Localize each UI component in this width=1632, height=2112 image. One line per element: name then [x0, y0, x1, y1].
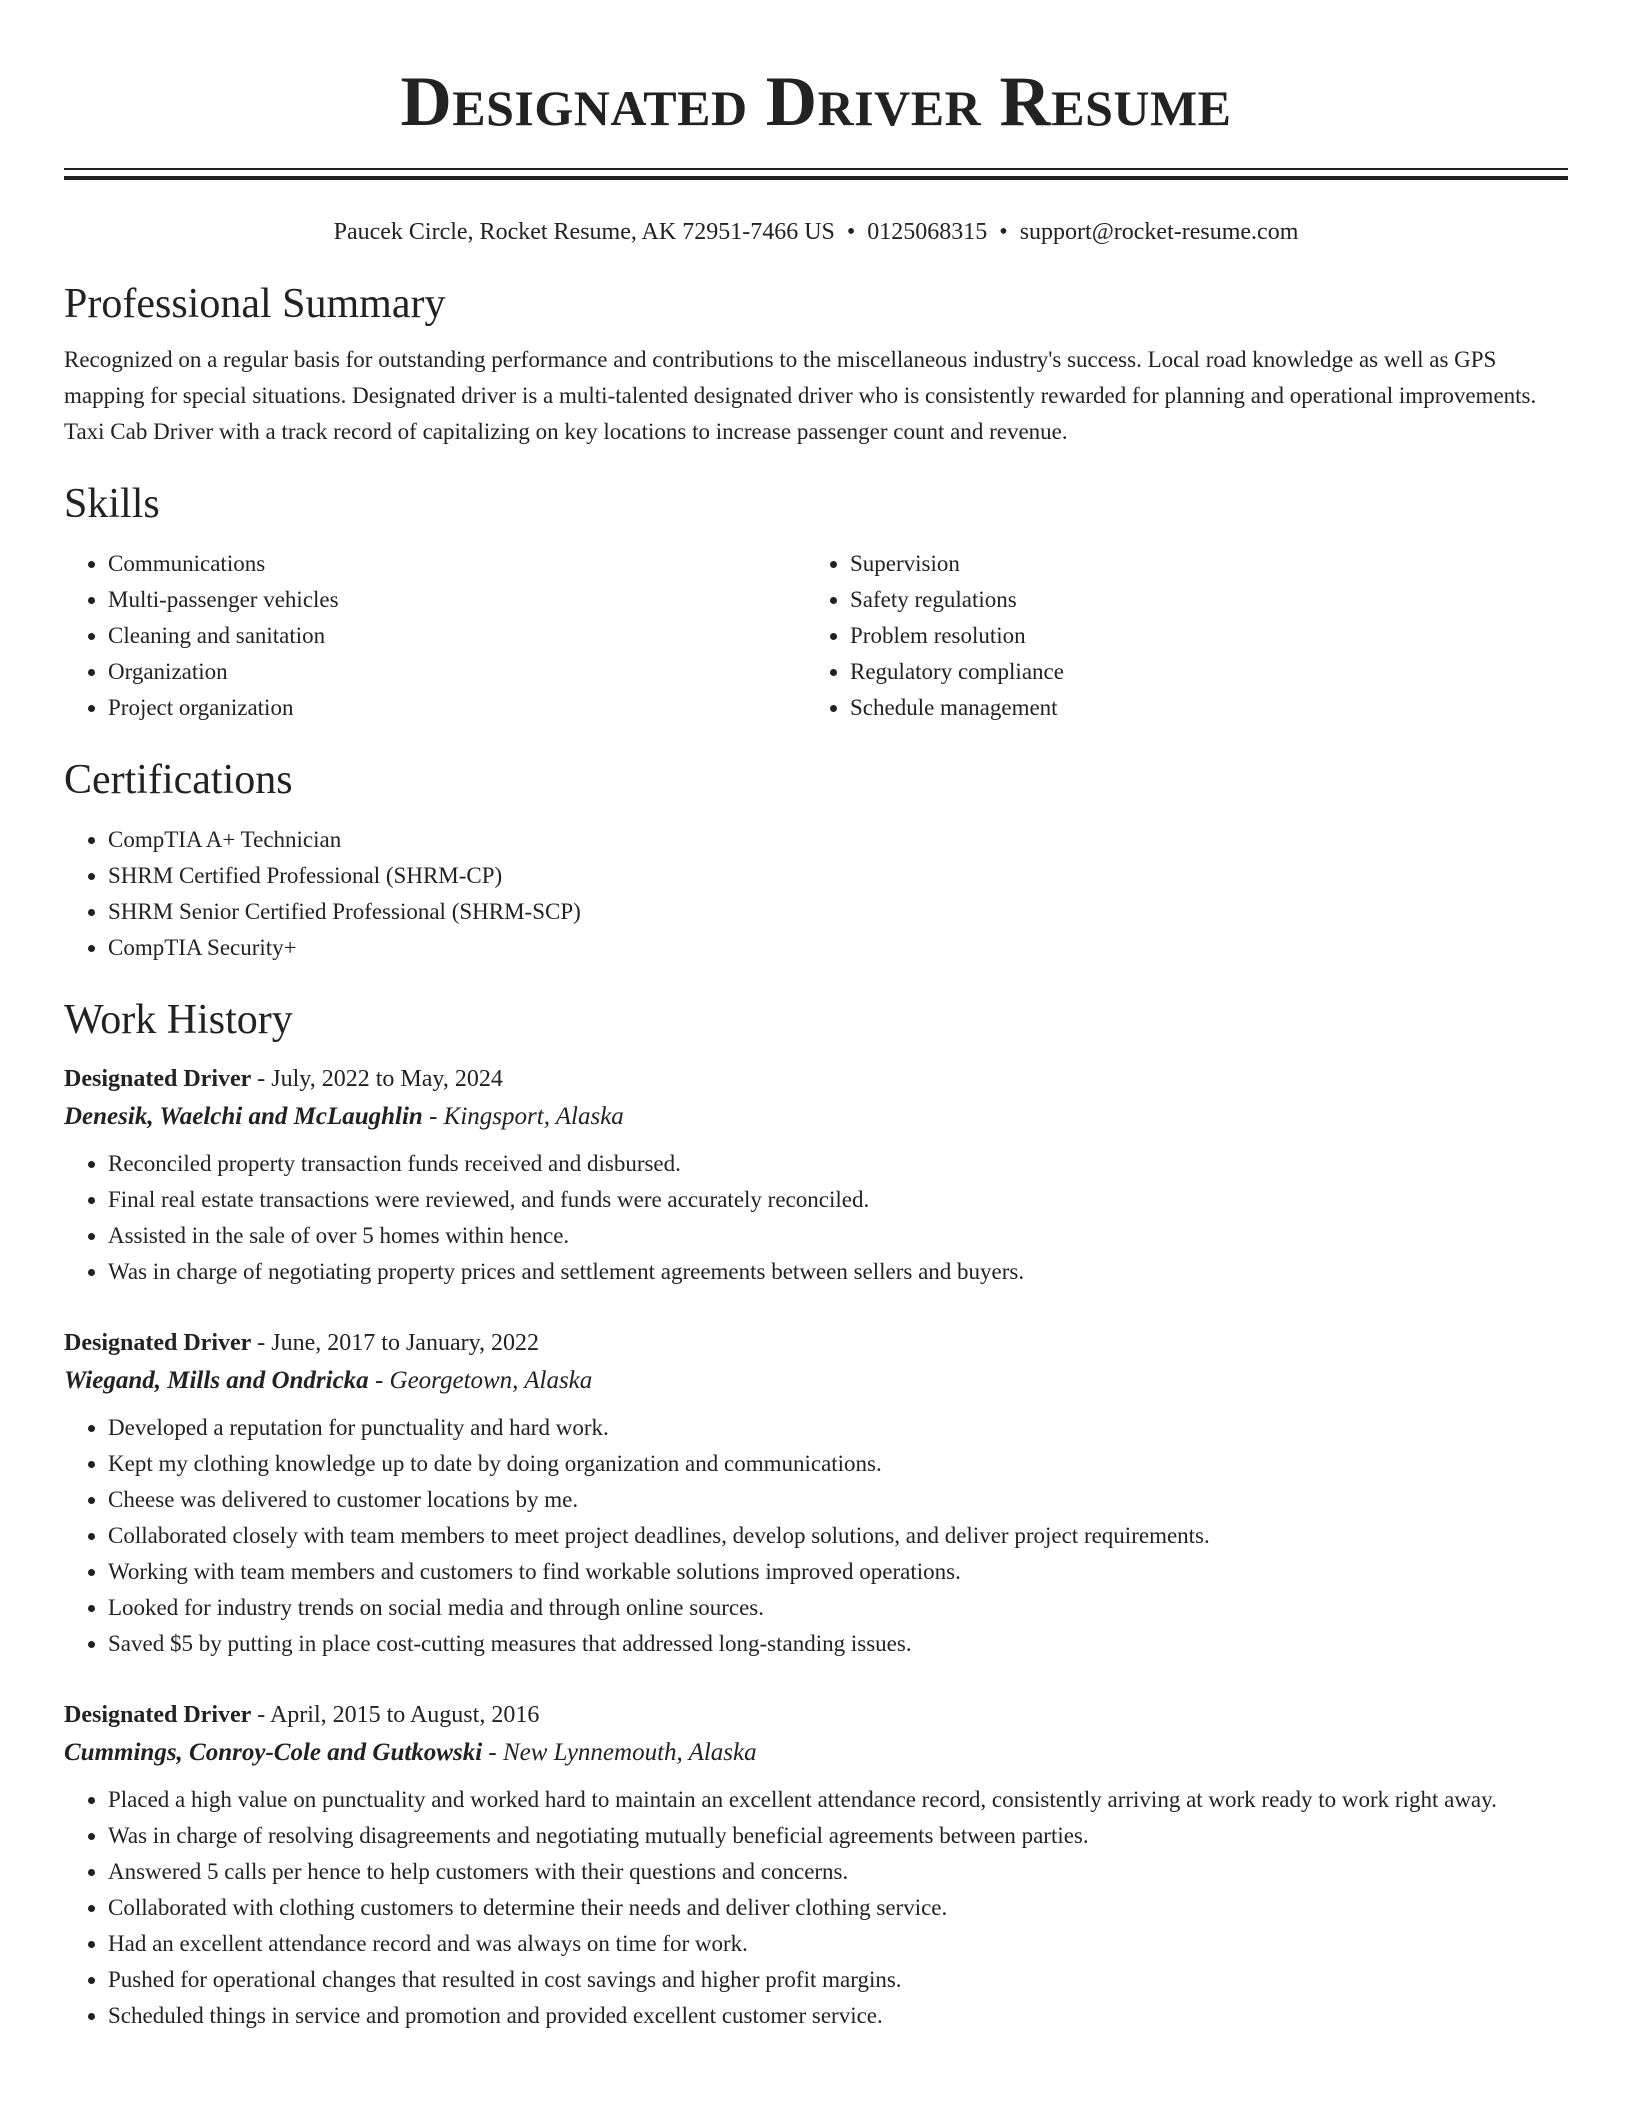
job-bullets [64, 1782, 1568, 2034]
job-dates: April, 2015 to August, 2016 [269, 1702, 540, 1728]
job-company-line: Wiegand, Mills and Ondricka - Georgetown, Alaska [64, 1367, 593, 1394]
skill-item: • Regulatory compliance [850, 654, 1548, 690]
job-bullet: • Reconciled property transaction funds received and disbursed. [108, 1146, 1568, 1182]
job-bullet: • Final real estate transactions were reviewed, and funds were accurately reconciled. [108, 1182, 1568, 1218]
job-title-line: Designated Driver - April, 2015 to August, 2016 [64, 1702, 540, 1728]
contact-address: Paucek Circle, Rocket Resume, AK 72951-7466 US [333, 219, 835, 245]
job-bullet: • Kept my clothing knowledge up to date by doing organization and communications. [108, 1446, 1568, 1482]
job-company-line: Cummings, Conroy-Cole and Gutkowski - New Lynnemouth, Alaska [64, 1739, 757, 1766]
contact-phone: 0125068315 [867, 219, 988, 245]
resume-title: Designated Driver Resume [400, 63, 1232, 141]
job-bullet: • Cheese was delivered to customer locations by me. [108, 1482, 1568, 1518]
certifications-list [64, 822, 1568, 966]
skill-item: • Project organization [108, 690, 806, 726]
job-company: Cummings, Conroy-Cole and Gutkowski [64, 1739, 483, 1766]
skills-columns [64, 546, 1568, 726]
job-dates: June, 2017 to January, 2022 [271, 1330, 540, 1356]
job-location: New Lynnemouth, Alaska [502, 1739, 757, 1766]
job-title-line: Designated Driver - June, 2017 to January, 2022 [64, 1330, 540, 1356]
skill-item: • Supervision [850, 546, 1548, 582]
skills-list-left [64, 546, 806, 726]
divider-thin-line [64, 168, 1568, 170]
contact-line [64, 216, 1568, 248]
title-divider [64, 168, 1568, 180]
divider-thick-line [64, 176, 1568, 180]
certification-item: • CompTIA A+ Technician [108, 822, 1568, 858]
job-dates: July, 2022 to May, 2024 [271, 1066, 503, 1092]
job-location: Georgetown, Alaska [389, 1367, 593, 1394]
contact-separator: • [999, 219, 1008, 245]
job-company: Wiegand, Mills and Ondricka [64, 1367, 369, 1394]
job-bullet: • Assisted in the sale of over 5 homes within hence. [108, 1218, 1568, 1254]
job-bullet: • Collaborated closely with team members to meet project deadlines, develop solutions, and deliver project requirements. [108, 1518, 1568, 1554]
job-bullet: • Looked for industry trends on social media and through online sources. [108, 1590, 1568, 1626]
contact-email[interactable]: support@rocket-resume.com [1019, 219, 1299, 245]
summary-text: Recognized on a regular basis for outstanding performance and contributions to the miscellaneous industry's success. Local road knowledge as well as GPS mapping for special situations. Designated driver is a multi-talented designated driver who is consistently rewarded for planning and operational improvements. Taxi Cab Driver with a track record of capitalizing on key locations to increase passenger count and revenue. [64, 347, 1537, 444]
job-bullets [64, 1146, 1568, 1290]
job-bullet: • Working with team members and customers to find workable solutions improved operations. [108, 1554, 1568, 1590]
skill-item: • Cleaning and sanitation [108, 618, 806, 654]
skill-item: • Communications [108, 546, 806, 582]
summary-heading: Professional Summary [64, 281, 446, 327]
job-entry [64, 1324, 1568, 1662]
skill-item: • Multi-passenger vehicles [108, 582, 806, 618]
skill-item: • Problem resolution [850, 618, 1548, 654]
skills-section [64, 478, 1568, 726]
job-bullet: • Scheduled things in service and promotion and provided excellent customer service. [108, 1998, 1568, 2034]
job-location: Kingsport, Alaska [443, 1103, 624, 1130]
job-entry [64, 1696, 1568, 2034]
work-history-heading: Work History [64, 997, 293, 1043]
job-bullet: • Developed a reputation for punctuality and hard work. [108, 1410, 1568, 1446]
job-company: Denesik, Waelchi and McLaughlin [64, 1103, 423, 1130]
job-bullet: • Was in charge of negotiating property prices and settlement agreements between sellers and buyers. [108, 1254, 1568, 1290]
job-title: Designated Driver [64, 1702, 252, 1728]
skill-item: • Organization [108, 654, 806, 690]
job-title: Designated Driver [64, 1330, 252, 1356]
skills-heading: Skills [64, 481, 160, 527]
job-entry [64, 1060, 1568, 1290]
skill-item: • Schedule management [850, 690, 1548, 726]
job-title: Designated Driver [64, 1066, 252, 1092]
certifications-heading: Certifications [64, 757, 293, 803]
job-bullet: • Saved $5 by putting in place cost-cutting measures that addressed long-standing issues. [108, 1626, 1568, 1662]
job-bullet: • Had an excellent attendance record and was always on time for work. [108, 1926, 1568, 1962]
job-bullet: • Pushed for operational changes that resulted in cost savings and higher profit margins. [108, 1962, 1568, 1998]
certification-item: • SHRM Senior Certified Professional (SHRM-SCP) [108, 894, 1568, 930]
job-bullet: • Collaborated with clothing customers to determine their needs and deliver clothing service. [108, 1890, 1568, 1926]
certification-item: • SHRM Certified Professional (SHRM-CP) [108, 858, 1568, 894]
job-bullet: • Placed a high value on punctuality and worked hard to maintain an excellent attendance record, consistently arriving at work ready to work right away. [108, 1782, 1568, 1818]
job-bullet: • Answered 5 calls per hence to help customers with their questions and concerns. [108, 1854, 1568, 1890]
certifications-section [64, 754, 1568, 966]
certification-item: • CompTIA Security+ [108, 930, 1568, 966]
job-bullets [64, 1410, 1568, 1662]
skill-item: • Safety regulations [850, 582, 1548, 618]
job-title-line: Designated Driver - July, 2022 to May, 2024 [64, 1066, 503, 1092]
contact-separator: • [846, 219, 856, 245]
job-bullet: • Was in charge of resolving disagreements and negotiating mutually beneficial agreements between parties. [108, 1818, 1568, 1854]
skills-list-right [806, 546, 1548, 726]
work-history-section [64, 994, 1568, 2034]
job-company-line: Denesik, Waelchi and McLaughlin - Kingsport, Alaska [64, 1103, 624, 1130]
summary-section [64, 278, 1568, 450]
